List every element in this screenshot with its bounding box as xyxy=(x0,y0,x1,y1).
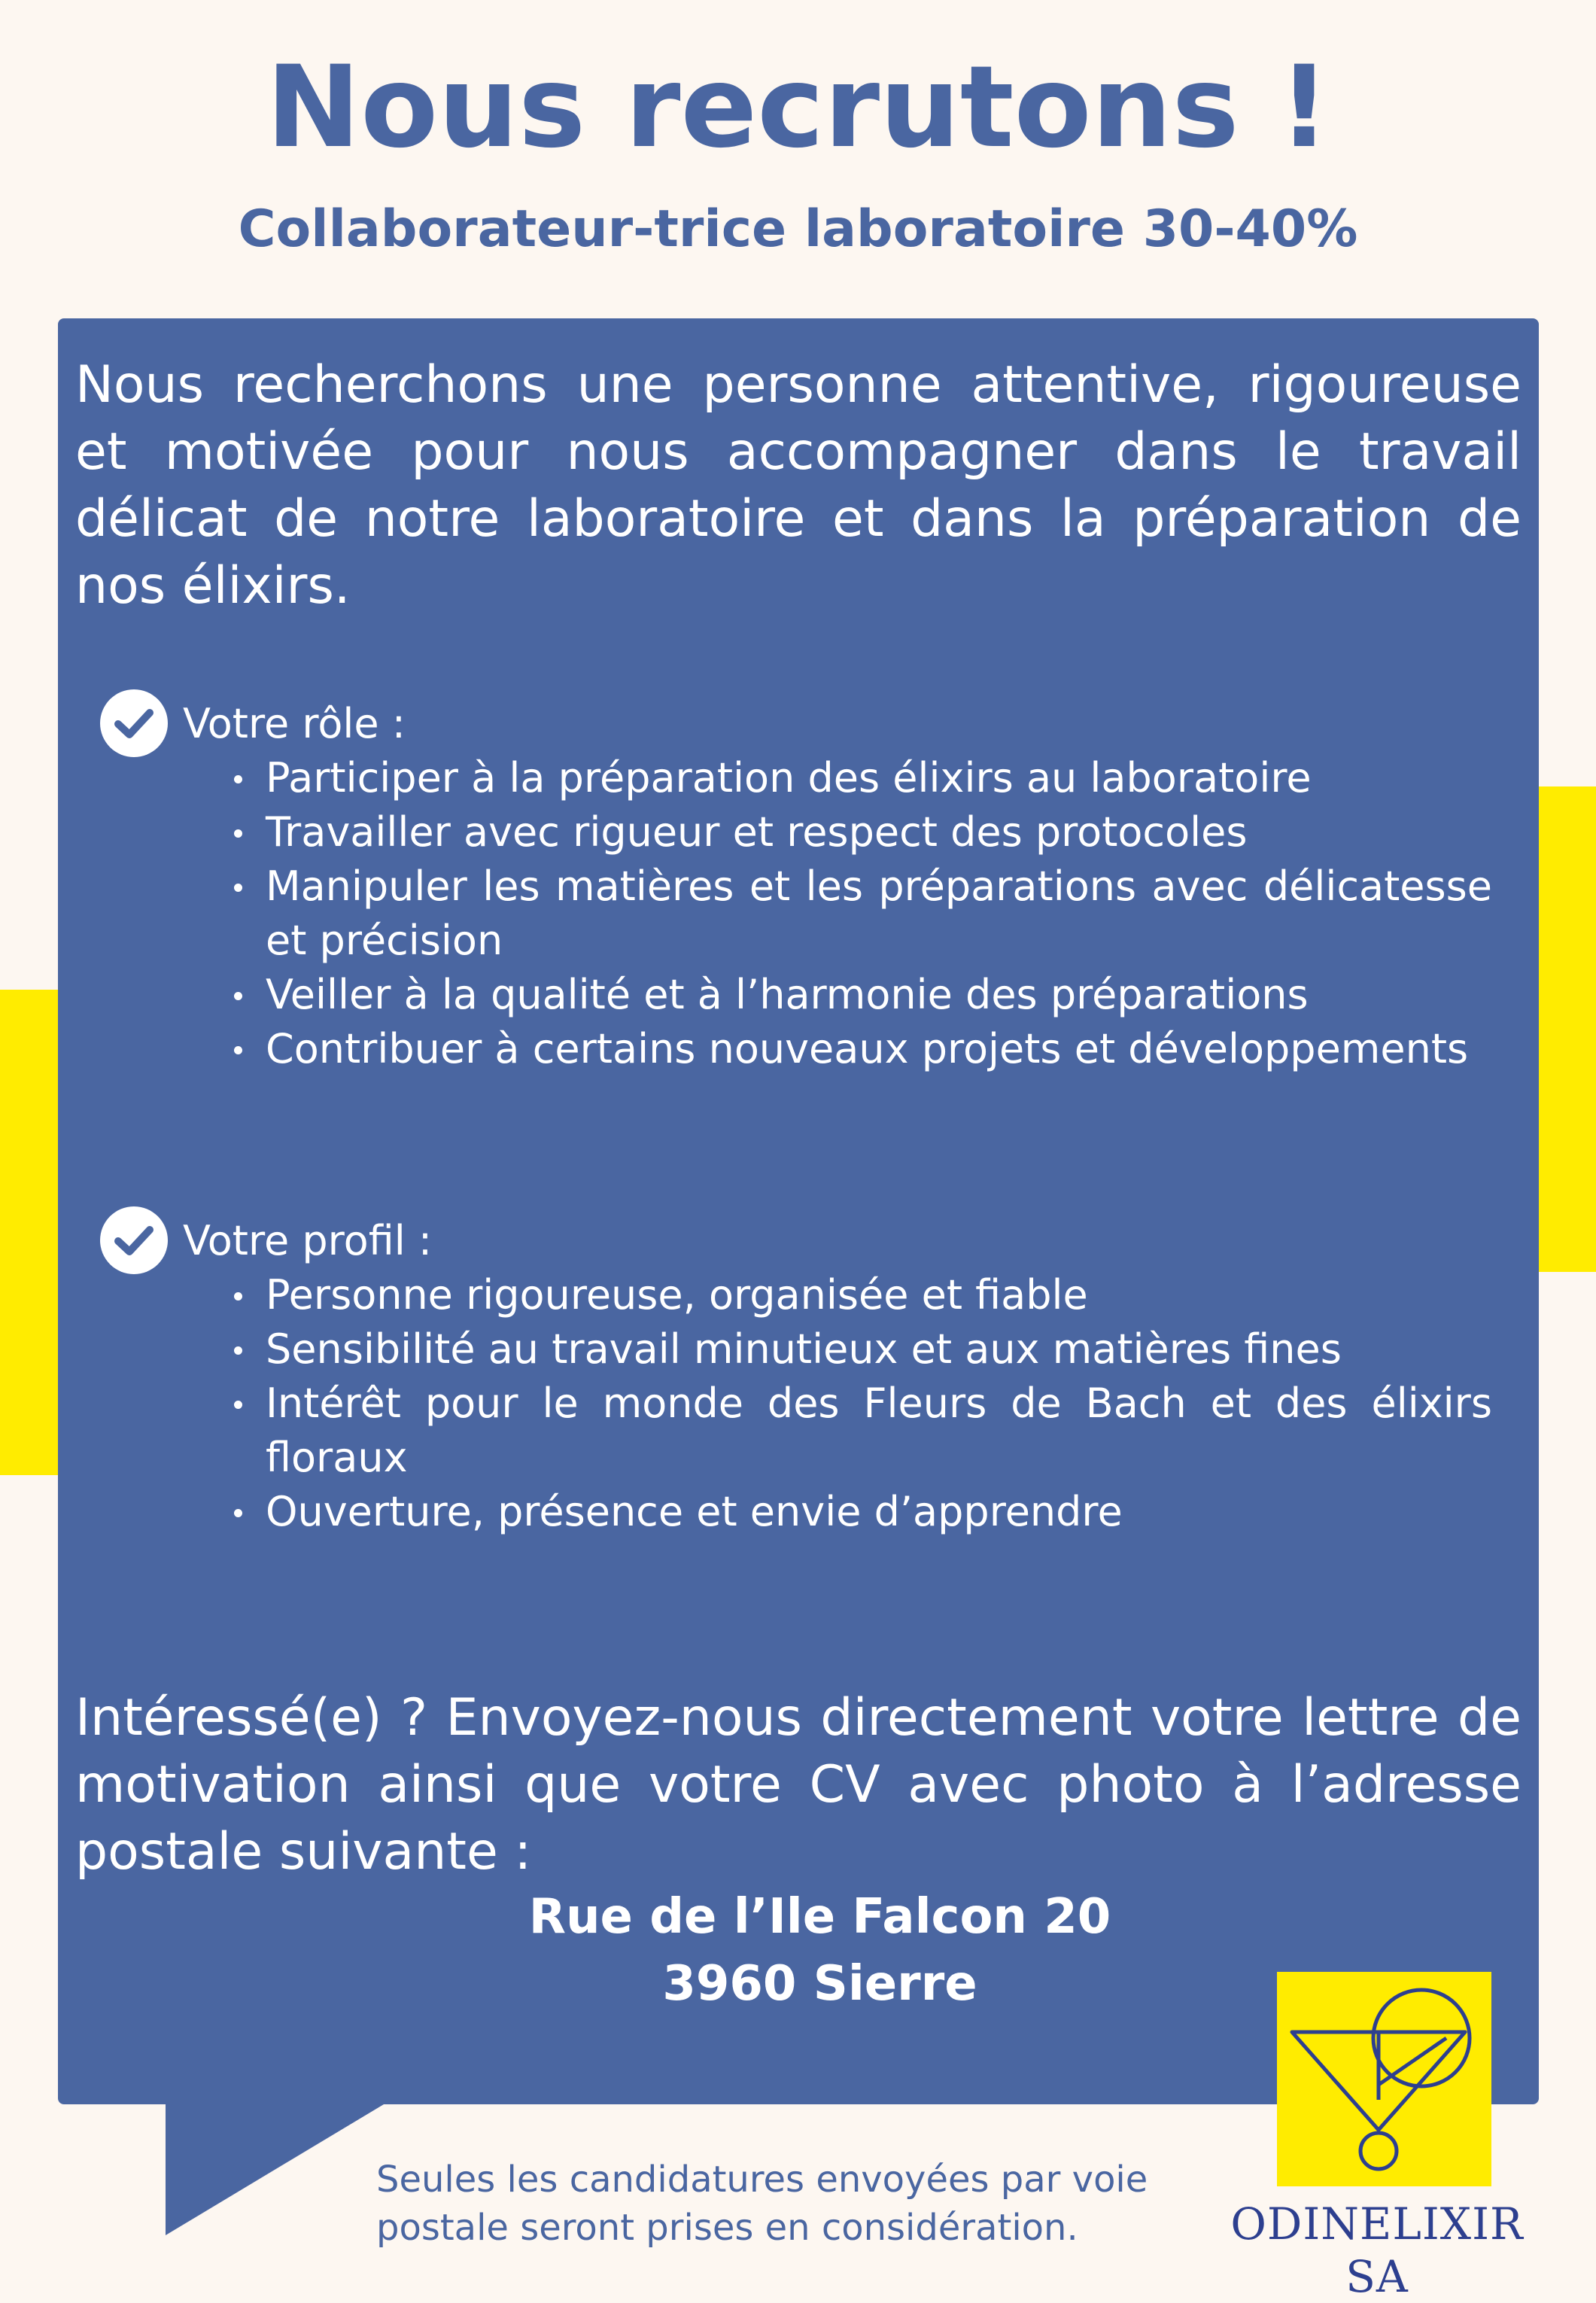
postal-only-note: Seules les candidatures envoyées par voie postale seront prises en considération. xyxy=(376,2158,1148,2249)
list-item: Participer à la préparation des élixirs au laboratoire xyxy=(266,751,1492,805)
check-circle-icon xyxy=(100,1206,168,1274)
profile-list xyxy=(100,1268,1492,1539)
role-list xyxy=(100,751,1492,1076)
list-item: Manipuler les matières et les préparations avec délicatesse et précision xyxy=(266,859,1492,968)
list-item: Veiller à la qualité et à l’harmonie des préparations xyxy=(266,968,1492,1022)
role-section xyxy=(100,697,1492,1076)
profile-section xyxy=(100,1214,1492,1539)
company-name: ODINELIXIR SA xyxy=(1230,2198,1524,2302)
application-instructions: Intéressé(e) ? Envoyez-nous directement votre lettre de motivation ainsi que votre CV avec photo à l’adresse postale suivante : xyxy=(75,1688,1522,1882)
list-item: Ouverture, présence et envie d’apprendre xyxy=(266,1485,1492,1539)
speech-bubble-tail xyxy=(166,2100,391,2235)
company-logo xyxy=(1277,1972,1491,2186)
intro-text: Nous recherchons une personne attentive, rigoureuse et motivée pour nous accompagner dans le travail délicat de notre laboratoire et dans la préparation de nos élixirs. xyxy=(75,355,1522,616)
profile-heading xyxy=(100,1214,1492,1268)
job-subtitle: Collaborateur-trice laboratoire 30-40% xyxy=(238,199,1358,259)
role-label: Votre rôle : xyxy=(183,700,406,747)
address-city: 3960 Sierre xyxy=(662,1956,977,2012)
page-title: Nous recrutons ! xyxy=(266,42,1330,173)
list-item: Sensibilité au travail minutieux et aux matières fines xyxy=(266,1322,1492,1377)
address-street: Rue de l’Ile Falcon 20 xyxy=(528,1889,1111,1945)
check-circle-icon xyxy=(100,689,168,757)
offer-panel xyxy=(58,318,1539,2104)
list-item: Contribuer à certains nouveaux projets et développements xyxy=(266,1022,1492,1076)
list-item: Personne rigoureuse, organisée et fiable xyxy=(266,1268,1492,1322)
list-item: Intérêt pour le monde des Fleurs de Bach et des élixirs floraux xyxy=(266,1377,1492,1485)
list-item: Travailler avec rigueur et respect des protocoles xyxy=(266,805,1492,859)
role-heading xyxy=(100,697,1492,751)
profile-label: Votre profil : xyxy=(183,1217,433,1264)
